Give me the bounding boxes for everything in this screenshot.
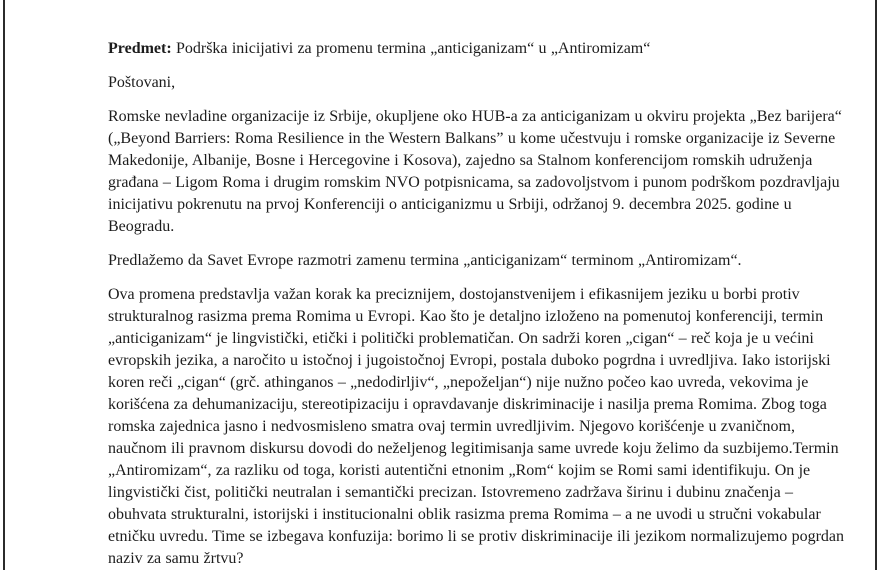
subject-line — [108, 38, 848, 60]
paragraph-intro: Romske nevladine organizacije iz Srbije, okupljene oko HUB-a za anticiganizam u okviru projekta „Bez barijera“ („Beyond Barriers: Roma Resilience in the Western Balkans” u kome učestvuju i romske organizacije iz Severne Makedonije, Albanije, Bosne i Hercegovine i Kosova), zajedno sa Stalnom konferencijom romskih udruženja građana – Ligom Roma i drugim romskim NVO potpisnicama, sa zadovoljstvom i punom podrškom pozdravljaju inicijativu pokrenutu na prvoj Konferenciji o anticiganizmu u Srbiji, održanoj 9. decembra 2025. godine u Beogradu. — [108, 108, 842, 235]
document-content — [108, 38, 848, 582]
subject-text: Podrška inicijativi za promenu termina „anticiganizam“ u „Antiromizam“ — [171, 40, 651, 57]
paragraph-proposal: Predlažemo da Savet Evrope razmotri zamenu termina „anticiganizam“ terminom „Antiromizam“. — [108, 252, 742, 269]
subject-label: Predmet: — [108, 40, 172, 57]
paragraph-explanation: Ova promena predstavlja važan korak ka preciznijem, dostojanstvenijem i efikasnijem jeziku u borbi protiv strukturalnog rasizma prema Romima u Evropi. Kao što je detaljno izloženo na pomenutoj konferenciji, termin „anticiganizam“ je lingvistički, etički i politički problematičan. On sadrži koren „cigan“ – reč koja je u većini evropskih jezika, a naročito u istočnoj i jugoistočnoj Evropi, postala duboko pogrdna i uvredljiva. Iako istorijski koren reči „cigan“ (grč. athinganos – „nedodirljiv“, „nepoželjan“) nije nužno počeo kao uvreda, vekovima je korišćena za dehumanizaciju, stereotipizaciju i opravdavanje diskriminacije i nasilja prema Romima. Zbog toga romska zajednica jasno i nedvosmisleno smatra ovaj termin uvredljivim. Njegovo korišćenje u zvaničnom, naučnom ili pravnom diskursu dovodi do neželjenog legitimisanja same uvrede koju želimo da suzbijemo.Termin „Antiromizam“, za razliku od toga, koristi autentični etnonim „Rom“ kojim se Romi sami identifikuju. On je lingvistički čist, politički neutralan i semantički precizan. Istovremeno zadržava širinu i dubinu značenja – obuhvata strukturalni, istorijski i institucionalni oblik rasizma prema Romima – a ne uvodi u stručni vokabular etničku uvredu. Time se izbegava konfuzija: borimo li se protiv diskriminacije ili jezikom normalizujemo pogrdan naziv za samu žrtvu? — [108, 286, 845, 567]
page-border-left — [3, 0, 5, 570]
salutation: Poštovani, — [108, 74, 176, 91]
page-border-right — [875, 0, 877, 570]
